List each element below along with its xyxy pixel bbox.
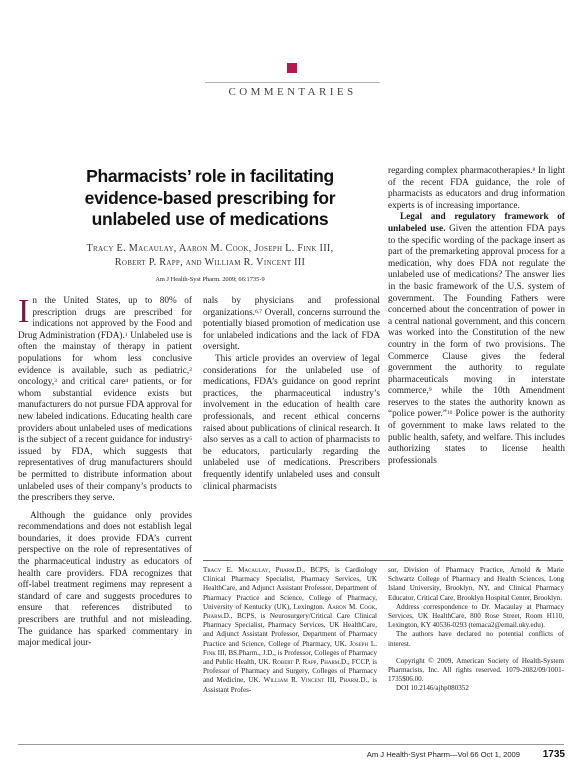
body-paragraph: nals by physicians and professional organizations.$^{6,7}$ Overall, concerns surround the potentially biased promotion of medication use for unlabeled indications and the lack of FDA oversight. <box>203 296 380 353</box>
author-affiliations: Tracy E. Macaulay, Pharm.D., BCPS, is Cardiology Clinical Pharmacy Specialist, Pharmacy Services, UK HealthCare, and Adjunct Assistant Professor, Department of Pharmacy Practice and Science, College of Pharmacy, University of Kentucky (UK), Lexington. Aaron M. Cook, Pharm.D., BCPS, is Neurosurgery/Critical Care Clinical Pharmacy Specialist, Pharmacy Services, UK HealthCare, and Adjunct Assistant Professor, Department of Pharmacy Practice and Science, College of Pharmacy, UK. Joseph L. Fink III, BS.Pharm., J.D., is Professor, Colleges of Pharmacy and Public Health, UK. Robert P. Rapp, Pharm.D., FCCP, is Professor of Pharmacy and Surgery, Colleges of Pharmacy and Medicine, UK. William R. Vincent III, Pharm.D., is Assistant Profes- <box>203 566 377 694</box>
copyright-notice: Copyright © 2009, American Society of Health-System Pharmacists, Inc. All rights reserved. 1079-2082/09/1001-1735$06.00. <box>388 656 564 684</box>
body-column-2 <box>203 296 380 493</box>
section-heading: COMMENTARIES <box>228 86 357 98</box>
reference-marker: 2 <box>189 366 192 373</box>
footnote-rule <box>203 560 563 561</box>
citation: Am J Health-Syst Pharm. 2009; 66:1735-9 <box>155 276 265 283</box>
doi: DOI 10.2146/ajhp080352 <box>396 684 469 693</box>
drop-cap: I <box>18 293 30 330</box>
author-list <box>70 242 350 269</box>
author-name: Aaron M. Cook, Pharm.D. <box>203 602 377 621</box>
author-name: Joseph L. Fink III <box>203 639 377 657</box>
reference-marker: 6,7 <box>254 308 262 315</box>
subsection-heading: Legal and regulatory framework of unlabeled use. <box>388 212 565 234</box>
footer-rule <box>18 744 564 745</box>
footnote-column-2 <box>388 566 564 694</box>
reference-marker: 4 <box>125 378 129 385</box>
body-paragraph: regarding complex pharmacotherapies.$^8$ In light of the recent FDA guidance, the role of pharmacists as educators and drug information experts is of increasing importance. <box>388 166 565 211</box>
page-number: 1735 <box>542 749 565 760</box>
author-name: Tracy E. Macaulay, Pharm.D. <box>203 566 304 574</box>
author-name: William R. Vincent III, Pharm.D. <box>263 676 368 685</box>
body-paragraph: In the United States, up to 80% of prescription drugs are prescribed for indications not approved by the Food and Drug Administration (FDA).$^1$ Unlabeled use is often the mainstay of therapy in patient populations for whom less conclusive evidence is available, such as pediatric,$^2$ oncology,$^3$ and critical care$^4$ patients, or for whom substantial evidence exists but manufacturers do not pursue FDA approval for new labeled indications. Educating health care providers about unlabeled uses of medications is the subject of a recent guidance for industry$^5$ issued by FDA, which suggests that representatives of drug manufacturers should be permitted to distribute information about unlabeled uses of their company’s products to the prescribers they serve. <box>18 293 192 504</box>
body-column-1 <box>18 293 192 650</box>
reference-marker: 10 <box>446 410 453 417</box>
section-marker <box>287 63 297 73</box>
reference-marker: 1 <box>124 331 128 338</box>
running-footer: Am J Health-Syst Pharm—Vol 66 Oct 1, 2009 <box>366 750 520 759</box>
article-title: Pharmacists’ role in facilitating evidence-based prescribing for unlabeled use of medications <box>84 166 336 229</box>
correspondence-address: Address correspondence to Dr. Macaulay at Pharmacy Services, UK HealthCare, 800 Rose Street, Room H110, Lexington, KY 40536-0293 (temaca2@email.uky.edu). <box>388 602 564 630</box>
author-line-2: Robert P. Rapp, and William R. Vincent III <box>114 256 306 268</box>
reference-marker: 8 <box>532 167 536 173</box>
reference-marker: 5 <box>189 436 192 443</box>
conflict-statement: The authors have declared no potential conflicts of interest. <box>388 630 564 648</box>
body-paragraph: Although the guidance only provides recommendations and does not establish legal boundaries, it does provide FDA’s current perspective on the role of representatives of the pharmaceutical industry as educators of health care providers. FDA recognizes that off-label treatment regimens may represent a standard of care and suggests procedures to ensure that references distributed to prescribers are truthful and not misleading. The guidance has sparked commentary in major medical jour- <box>18 510 192 649</box>
author-name: Robert P. Rapp, Pharm.D. <box>272 658 348 667</box>
section-rule <box>205 82 380 83</box>
reference-marker: 3 <box>54 378 57 385</box>
reference-marker: 9 <box>428 387 432 394</box>
author-line-1: Tracy E. Macaulay, Aaron M. Cook, Joseph L. Fink III, <box>86 243 334 254</box>
body-paragraph: Legal and regulatory framework of unlabeled use. Given the attention FDA pays to the specific wording of the package insert as part of the premarketing approval process for a medication, why does FDA not regulate the unlabeled use of medications? The answer lies in the basic framework of the U.S. system of government. The Founding Fathers were concerned about the concentration of power in a central national government, and this concern was worked into the Constitution of the new country in the form of two provisions. The Commerce Clause gives the federal government the authority to regulate pharmaceuticals moving in interstate commerce,$^9$ while the 10th Amendment reserves to the states the authority known as “police power.”$^{10}$ Police power is the authority of government to make laws related to the public health, safety, and welfare. This includes authorizing states to license health professionals <box>388 212 565 466</box>
body-column-3 <box>388 166 565 467</box>
affiliation-continued: sor, Division of Pharmacy Practice, Arnold & Marie Schwartz College of Pharmacy and Health Sciences, Long Island University, Brooklyn, NY, and Clinical Pharmacy Educator, Critical Care, Brooklyn Hospital Center, Brooklyn. <box>388 566 564 602</box>
body-paragraph: This article provides an overview of legal considerations for the unlabeled use of medications, FDA’s guidance on good reprint practices, the pharmaceutical industry’s involvement in the education of health care professionals, and recent ethical concerns raised about publications of clinical research. It also serves as a call to action of pharmacists to be educators, particularly regarding the unlabeled use of medications. Prescribers frequently identify unlabeled uses and consult clinical pharmacists <box>203 353 380 492</box>
